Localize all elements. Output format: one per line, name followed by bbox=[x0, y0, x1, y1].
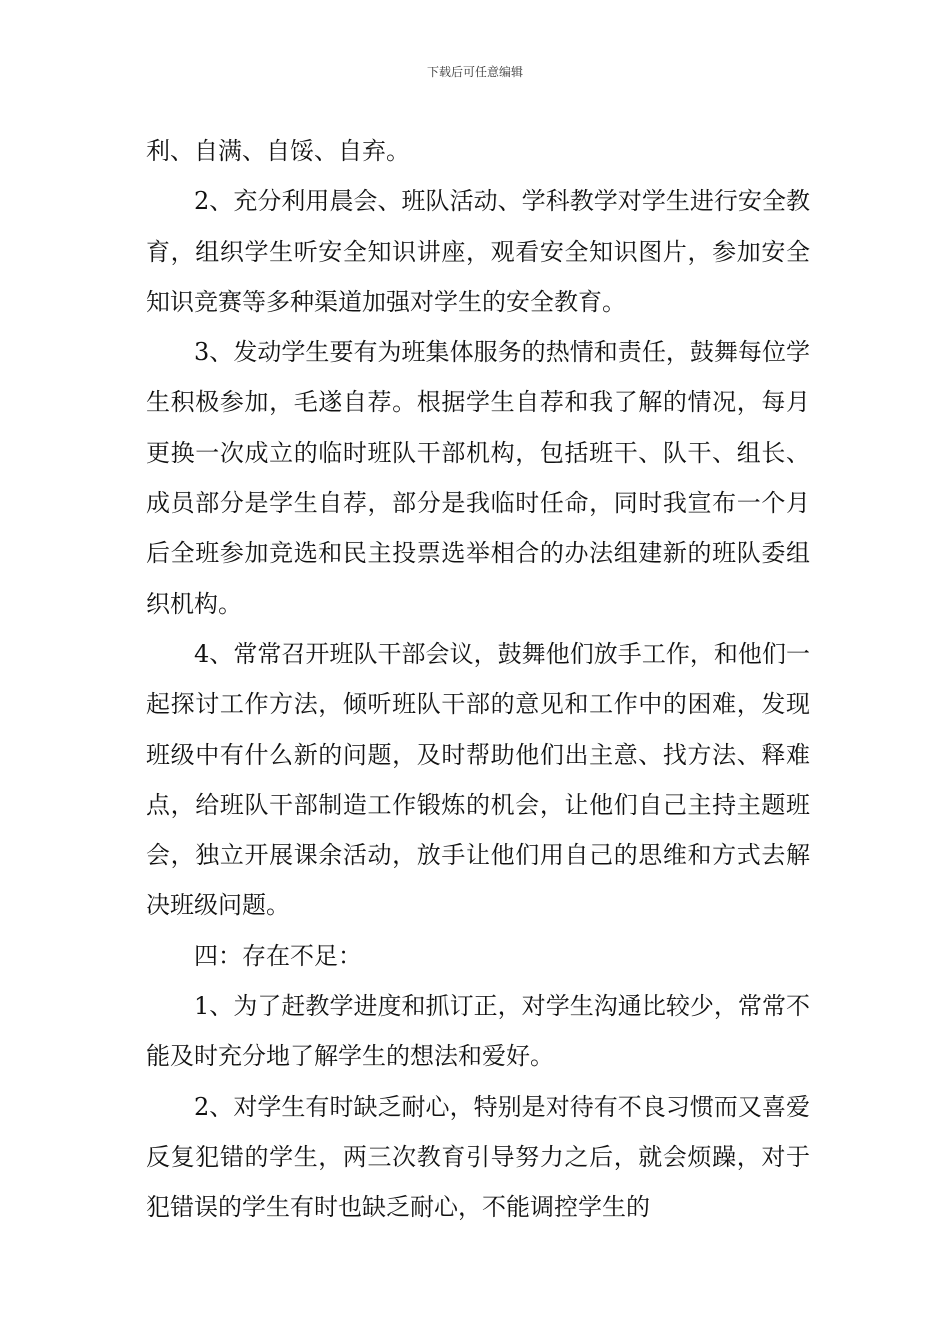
paragraph-item-3-class-cadres: 3、发动学生要有为班集体服务的热情和责任，鼓舞每位学生积极参加，毛遂自荐。根据学生自荐和我了解的情况，每月更换一次成立的临时班队干部机构，包括班干、队干、组长、成员部分是学生自荐，部分是我临时任命，同时我宣布一个月后全班参加竞选和民主投票选举相合的办法组建新的班队委组织机构。 bbox=[146, 338, 810, 618]
document-body bbox=[146, 126, 810, 1233]
paragraph-item-4-cadre-meetings: 4、常常召开班队干部会议，鼓舞他们放手工作，和他们一起探讨工作方法，倾听班队干部的意见和工作中的困难，发现班级中有什么新的问题，及时帮助他们出主意、找方法、释难点，给班队干部制造工作锻炼的机会，让他们自己主持主题班会，独立开展课余活动，放手让他们用自己的思维和方式去解决班级问题。 bbox=[146, 639, 810, 920]
page-header: 下载后可任意编辑 bbox=[426, 65, 523, 79]
paragraph-item-2-safety-education: 2、充分利用晨会、班队活动、学科教学对学生进行安全教育，组织学生听安全知识讲座，观看安全知识图片，参加安全知识竞赛等多种渠道加强对学生的安全教育。 bbox=[146, 187, 810, 316]
paragraph-continuation: 利、自满、自馁、自弃。 bbox=[146, 137, 410, 165]
paragraph-shortcoming-2: 2、对学生有时缺乏耐心，特别是对待有不良习惯而又喜爱反复犯错的学生，两三次教育引导努力之后，就会烦躁，对于犯错误的学生有时也缺乏耐心，不能调控学生的 bbox=[146, 1092, 810, 1222]
paragraph-shortcoming-1: 1、为了赶教学进度和抓订正，对学生沟通比较少，常常不能及时充分地了解学生的想法和爱好。 bbox=[146, 992, 810, 1071]
section-heading-shortcomings: 四：存在不足： bbox=[194, 941, 362, 970]
